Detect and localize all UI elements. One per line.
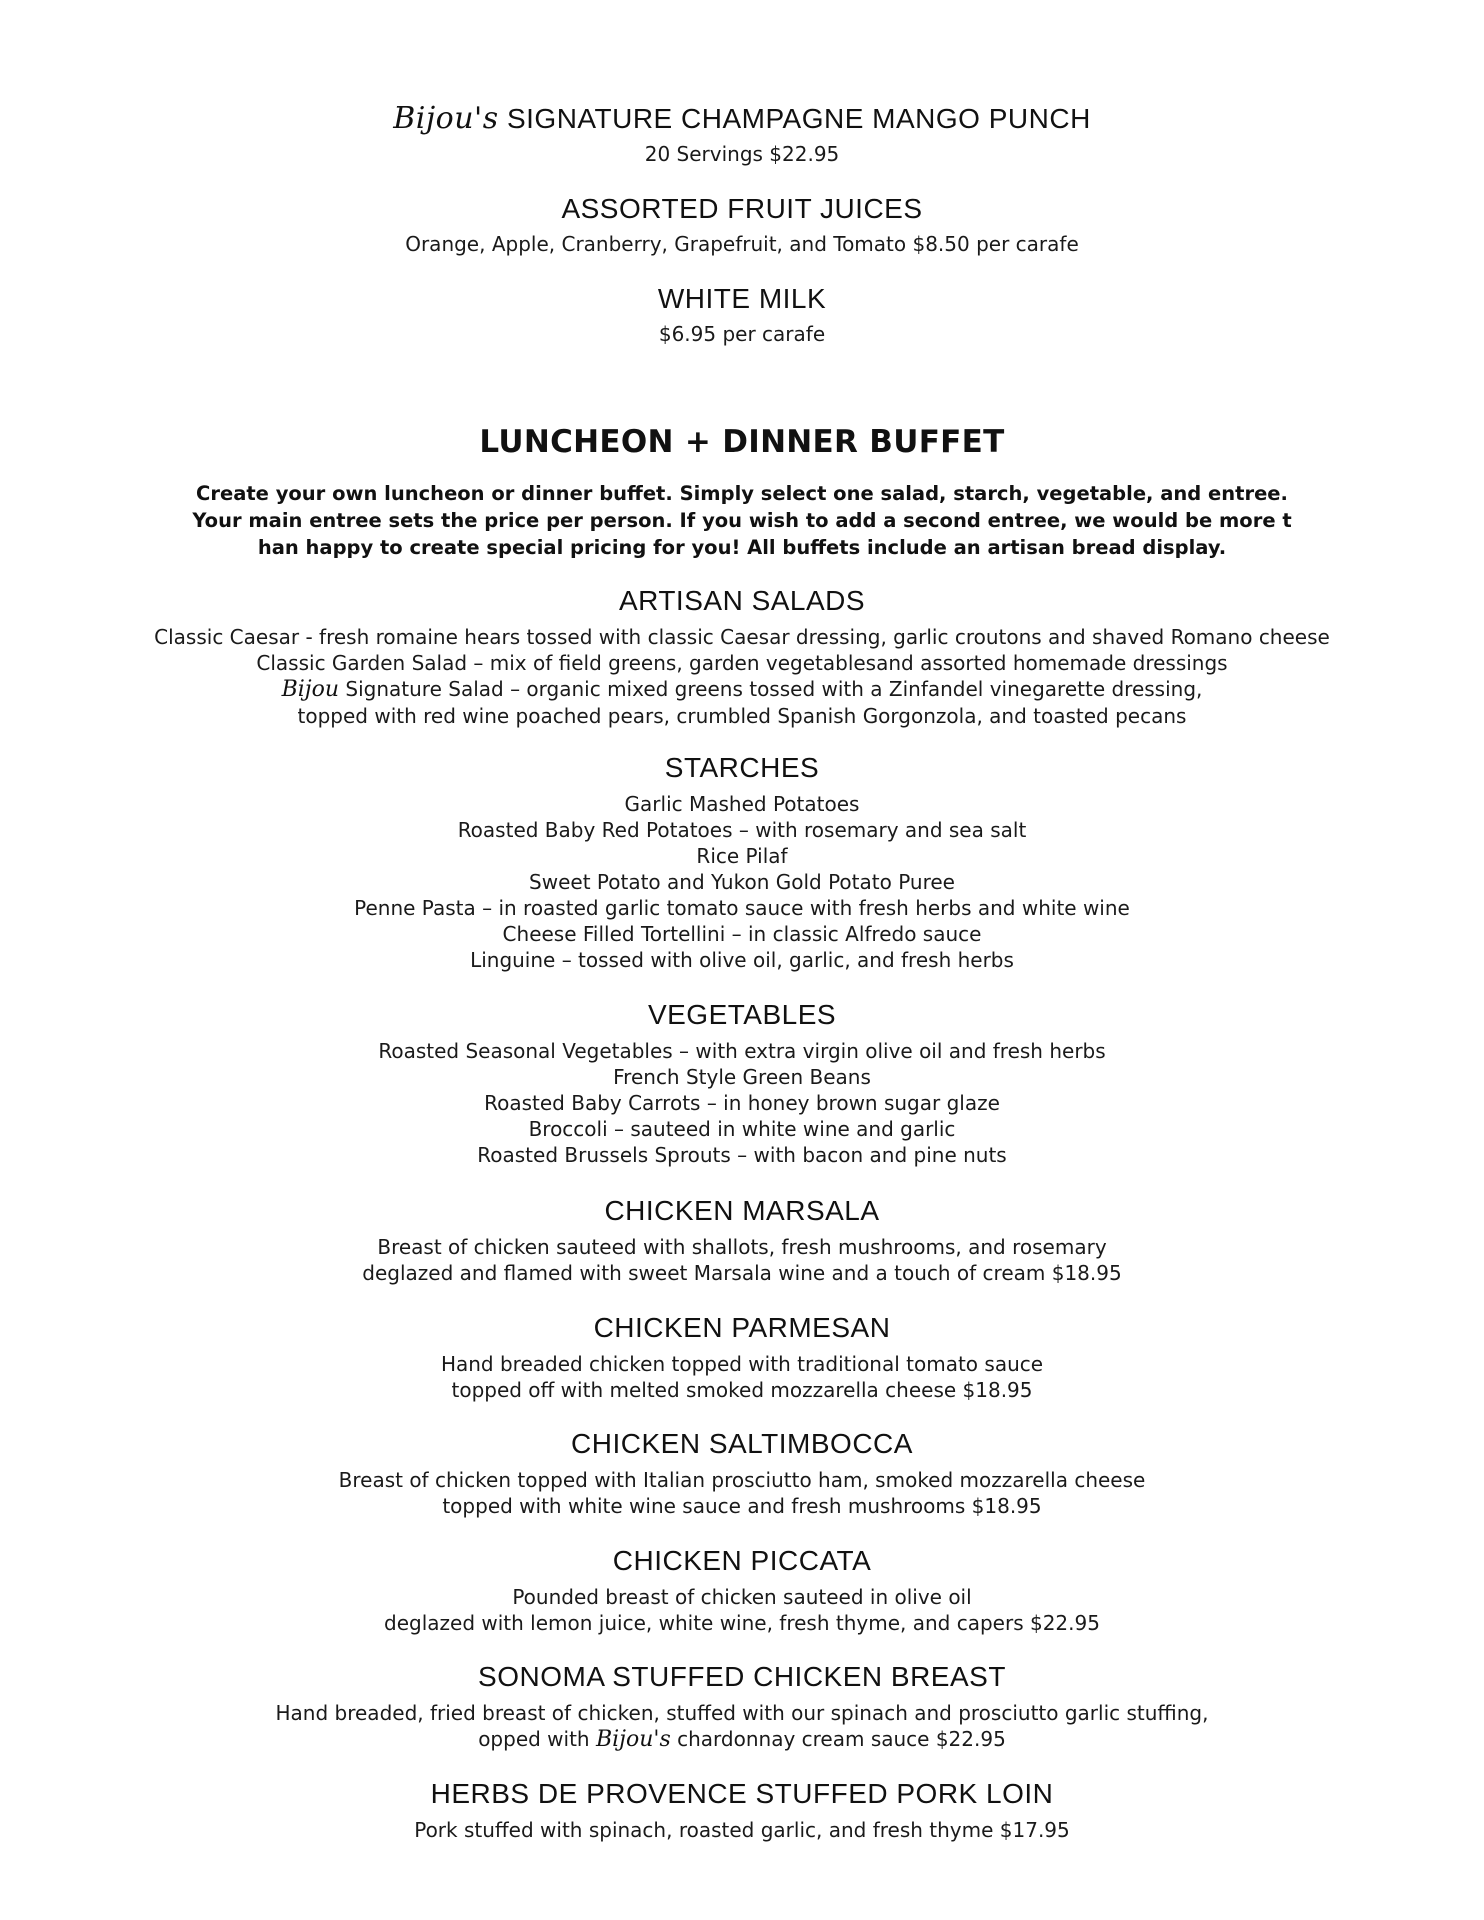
entree-title: CHICKEN MARSALA [604,1195,880,1226]
entree-description [0,1700,1484,1753]
entree-description [0,1817,1484,1843]
buffet-intro [0,480,1484,561]
punch-title: SIGNATURE CHAMPAGNE MANGO PUNCH [506,103,1091,134]
entree-description [0,1584,1484,1636]
entree-line: topped off with melted smoked mozzarella cheese $18.95 [451,1378,1033,1402]
vegetable-item: Broccoli – sauteed in white wine and garlic [528,1117,956,1141]
entree-line: deglazed with lemon juice, white wine, fresh thyme, and capers $22.95 [384,1611,1100,1635]
buffet-intro-line: han happy to create special pricing for you! All buffets include an artisan bread display. [257,536,1227,559]
starch-item: Linguine – tossed with olive oil, garlic, and fresh herbs [470,948,1014,972]
entree-title: HERBS DE PROVENCE STUFFED PORK LOIN [430,1778,1054,1809]
bijou-logo: Bijou [281,677,340,702]
buffet-intro-line: Your main entree sets the price per person. If you wish to add a second entree, we would be more t [192,509,1292,532]
entree-line [0,1726,1484,1753]
entree-title: CHICKEN SALTIMBOCCA [571,1428,913,1459]
starch-item: Sweet Potato and Yukon Gold Potato Puree [529,870,955,894]
starch-item: Cheese Filled Tortellini – in classic Alfredo sauce [502,922,982,946]
salad-item [0,676,1484,703]
milk-title: WHITE MILK [657,283,827,314]
entree-line: Hand breaded chicken topped with traditional tomato sauce [440,1352,1044,1376]
juices-detail: Orange, Apple, Cranberry, Grapefruit, and Tomato $8.50 per carafe [405,232,1079,256]
entree-line: Hand breaded, fried breast of chicken, stuffed with our spinach and prosciutto garlic stuffing, [275,1701,1209,1725]
buffet-intro-line: Create your own luncheon or dinner buffet. Simply select one salad, starch, vegetable, and entree. [196,482,1288,505]
starch-item: Penne Pasta – in roasted garlic tomato sauce with fresh herbs and white wine [354,896,1130,920]
entree-title: SONOMA STUFFED CHICKEN BREAST [478,1661,1006,1692]
entree-line: Pork stuffed with spinach, roasted garlic, and fresh thyme $17.95 [414,1818,1070,1842]
salad-item: Classic Garden Salad – mix of field greens, garden vegetablesand assorted homemade dressings [256,651,1228,675]
bijous-logo: Bijou's [393,101,499,136]
vegetables-title: VEGETABLES [647,999,837,1030]
entree-title: CHICKEN PICCATA [612,1545,872,1576]
salad-item: Classic Caesar - fresh romaine hears tossed with classic Caesar dressing, garlic croutons and shaved Romano cheese [154,625,1330,649]
buffet-title: LUNCHEON + DINNER BUFFET [479,424,1005,460]
entree-line: Breast of chicken sauteed with shallots, fresh mushrooms, and rosemary [377,1235,1107,1259]
entree-line-text: opped with [478,1727,590,1751]
punch-heading [0,103,1484,135]
signature-salad-text: Signature Salad – organic mixed greens tossed with a Zinfandel vinegarette dressing, [345,677,1203,701]
juices-title: ASSORTED FRUIT JUICES [561,193,923,224]
salads-title: ARTISAN SALADS [618,585,866,616]
starches-list [0,791,1484,973]
entree-line: topped with white wine sauce and fresh mushrooms $18.95 [442,1494,1042,1518]
starch-item: Garlic Mashed Potatoes [624,792,860,816]
starches-title: STARCHES [664,752,820,783]
vegetable-item: Roasted Brussels Sprouts – with bacon and pine nuts [477,1143,1007,1167]
salads-list [0,624,1484,729]
bijous-logo: Bijou's [595,1727,671,1752]
punch-detail: 20 Servings $22.95 [644,142,840,166]
starch-item: Rice Pilaf [696,844,788,868]
milk-detail: $6.95 per carafe [658,322,826,346]
entree-description [0,1234,1484,1286]
vegetable-item: French Style Green Beans [613,1065,871,1089]
entree-line-text: chardonnay cream sauce $22.95 [677,1727,1006,1751]
entree-line: Pounded breast of chicken sauteed in olive oil [512,1585,972,1609]
vegetable-item: Roasted Baby Carrots – in honey brown sugar glaze [484,1091,1000,1115]
entree-description [0,1351,1484,1403]
entree-line: Breast of chicken topped with Italian prosciutto ham, smoked mozzarella cheese [338,1468,1146,1492]
vegetable-item: Roasted Seasonal Vegetables – with extra virgin olive oil and fresh herbs [378,1039,1106,1063]
entree-line: deglazed and flamed with sweet Marsala wine and a touch of cream $18.95 [362,1261,1122,1285]
starch-item: Roasted Baby Red Potatoes – with rosemary and sea salt [457,818,1027,842]
entree-title: CHICKEN PARMESAN [593,1312,891,1343]
vegetables-list [0,1038,1484,1168]
salad-item: topped with red wine poached pears, crumbled Spanish Gorgonzola, and toasted pecans [297,704,1187,728]
entree-description [0,1467,1484,1519]
